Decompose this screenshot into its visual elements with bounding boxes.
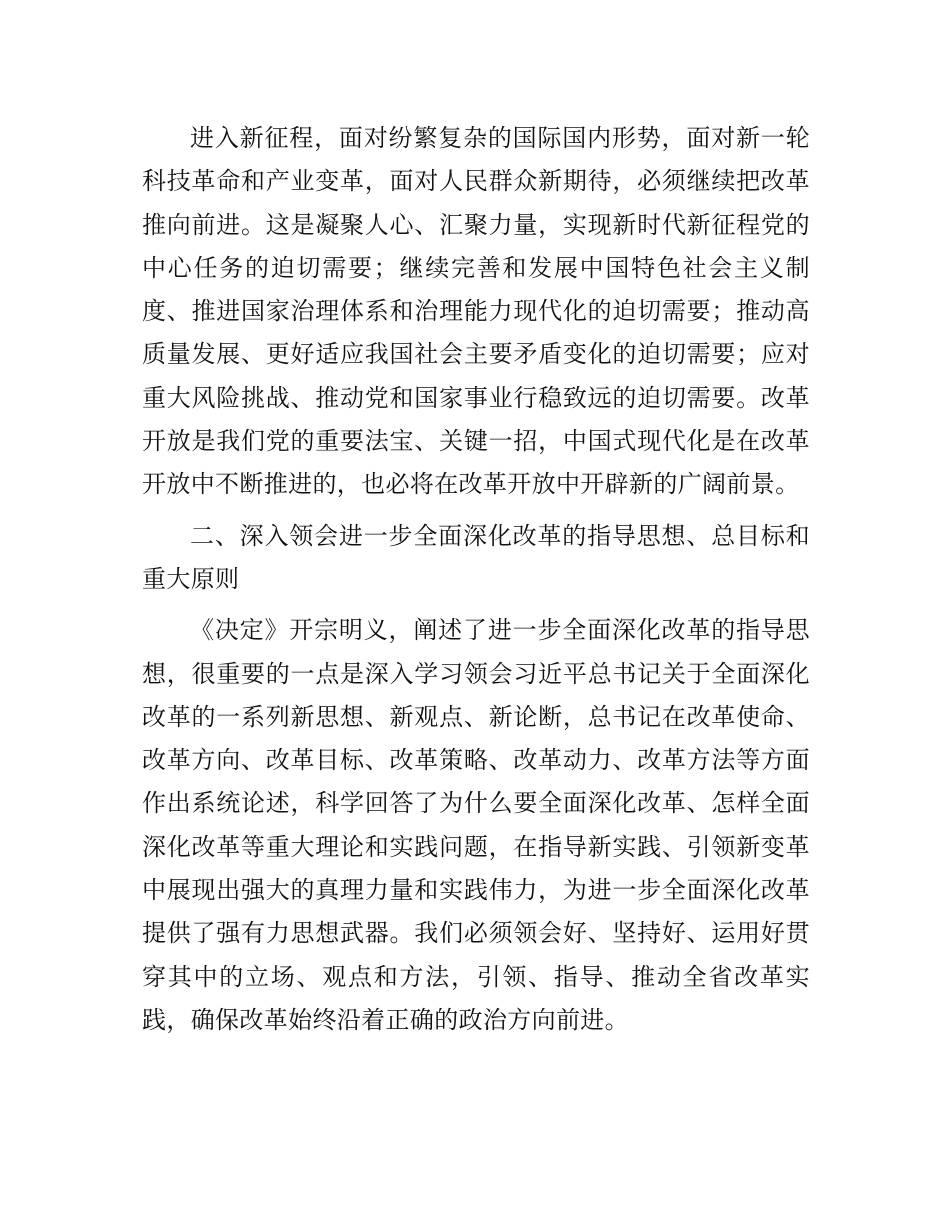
document-body: [142, 117, 810, 1042]
section-heading-two: 二、深入领会进一步全面深化改革的指导思想、总目标和重大原则: [142, 521, 810, 593]
paragraph-reform-necessity: 进入新征程，面对纷繁复杂的国际国内形势，面对新一轮科技革命和产业变革，面对人民群众新期待，必须继续把改革推向前进。这是凝聚人心、汇聚力量，实现新时代新征程党的中心任务的迫切需要；继续完善和发展中国特色社会主义制度、推进国家治理体系和治理能力现代化的迫切需要；推动高质量发展、更好适应我国社会主要矛盾变化的迫切需要；应对重大风险挑战、推动党和国家事业行稳致远的迫切需要。改革开放是我们党的重要法宝、关键一招，中国式现代化是在改革开放中不断推进的，也必将在改革开放中开辟新的广阔前景。: [142, 124, 810, 499]
paragraph-guiding-thought: 《决定》开宗明义，阐述了进一步全面深化改革的指导思想，很重要的一点是深入学习领会习近平总书记关于全面深化改革的一系列新思想、新观点、新论断，总书记在改革使命、改革方向、改革目标、改革策略、改革动力、改革方法等方面作出系统论述，科学回答了为什么要全面深化改革、怎样全面深化改革等重大理论和实践问题，在指导新实践、引领新变革中展现出强大的真理力量和实践伟力，为进一步全面深化改革提供了强有力思想武器。我们必须领会好、坚持好、运用好贯穿其中的立场、观点和方法，引领、指导、推动全省改革实践，确保改革始终沿着正确的政治方向前进。: [142, 616, 810, 1034]
